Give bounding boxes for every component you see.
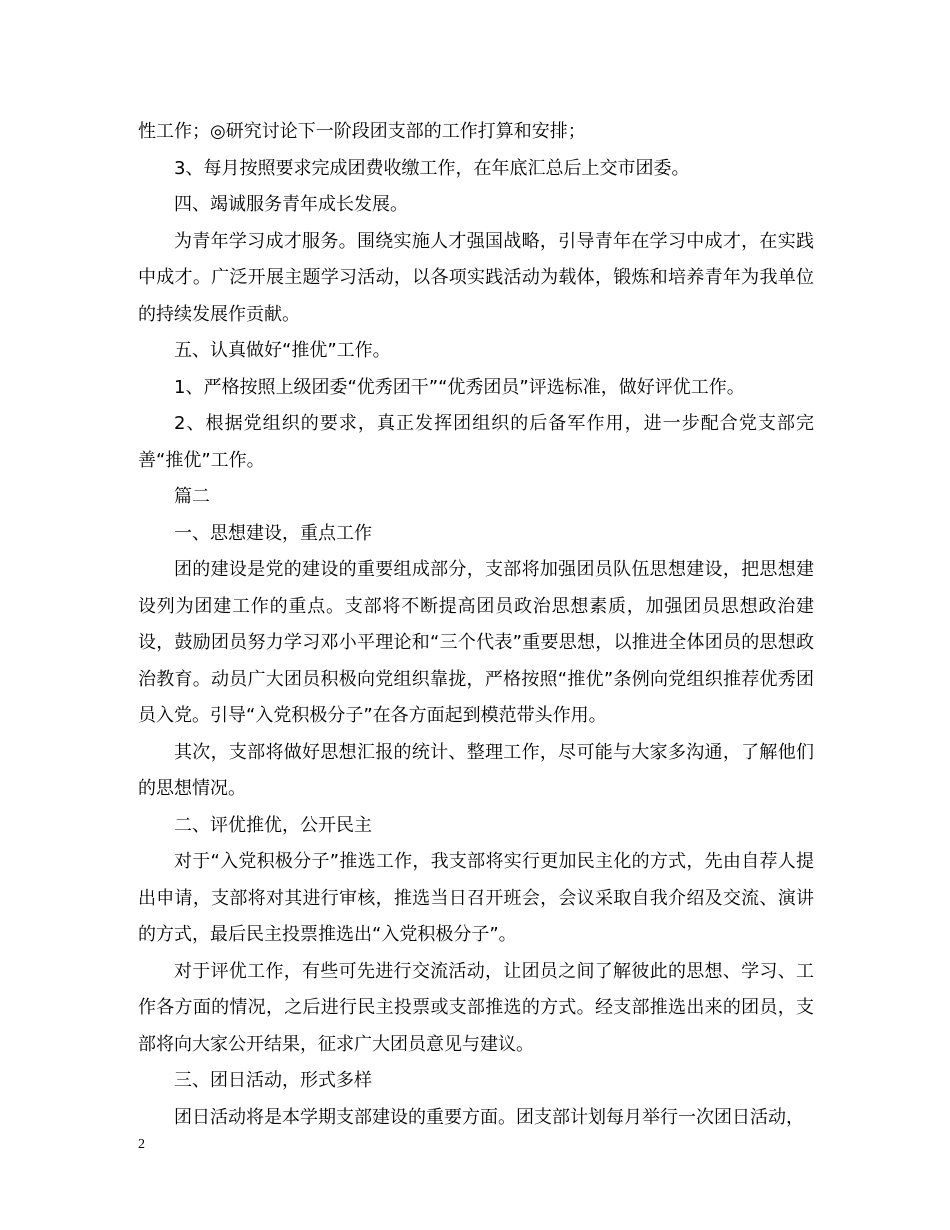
- paragraph: 性工作；◎研究讨论下一阶段团支部的工作打算和安排；: [138, 121, 586, 142]
- part-heading: 篇二: [174, 486, 210, 507]
- paragraph: 3、每月按照要求完成团费收缴工作，在年底汇总后上交市团委。: [174, 157, 690, 179]
- section-heading: 二、评优推优，公开民主: [174, 814, 372, 836]
- document-body: [138, 114, 814, 1136]
- paragraph: 对于“入党积极分子”推选工作，我支部将实行更加民主化的方式，先由自荐人提出申请，支部将对其进行审核，推选当日召开班会，会议采取自我介绍及交流、演讲的方式，最后民主投票推选出“入党积极分子”。: [138, 851, 814, 945]
- section-heading: 三、团日活动，形式多样: [174, 1070, 372, 1091]
- page-number: 2: [138, 1137, 145, 1152]
- paragraph: 1、严格按照上级团委“优秀团干”“优秀团员”评选标准，做好评优工作。: [174, 376, 745, 398]
- paragraph: 其次，支部将做好思想汇报的统计、整理工作，尽可能与大家多沟通，了解他们的思想情况。: [138, 741, 814, 799]
- paragraph: 对于评优工作，有些可先进行交流活动，让团员之间了解彼此的思想、学习、工作各方面的情况，之后进行民主投票或支部推选的方式。经支部推选出来的团员，支部将向大家公开结果，征求广大团员意见与建议。: [138, 960, 814, 1055]
- paragraph: 团日活动将是本学期支部建设的重要方面。团支部计划每月举行一次团日活动，: [174, 1106, 804, 1128]
- section-heading: 一、思想建设，重点工作: [174, 522, 372, 544]
- paragraph: 为青年学习成才服务。围绕实施人才强国战略，引导青年在学习中成才，在实践中成才。广泛开展主题学习活动，以各项实践活动为载体，锻炼和培养青年为我单位的持续发展作贡献。: [138, 230, 814, 325]
- paragraph: 2、根据党组织的要求，真正发挥团组织的后备军作用，进一步配合党支部完善“推优”工作。: [138, 413, 814, 471]
- section-heading: 五、认真做好“推优”工作。: [174, 340, 391, 361]
- section-heading: 四、竭诚服务青年成长发展。: [174, 194, 408, 215]
- paragraph: 团的建设是党的建设的重要组成部分，支部将加强团员队伍思想建设，把思想建设列为团建工作的重点。支部将不断提高团员政治思想素质，加强团员思想政治建设，鼓励团员努力学习邓小平理论和“三个代表”重要思想，以推进全体团员的思想政治教育。动员广大团员积极向党组织靠拢，严格按照“推优”条例向党组织推荐优秀团员入党。引导“入党积极分子”在各方面起到模范带头作用。: [138, 559, 814, 726]
